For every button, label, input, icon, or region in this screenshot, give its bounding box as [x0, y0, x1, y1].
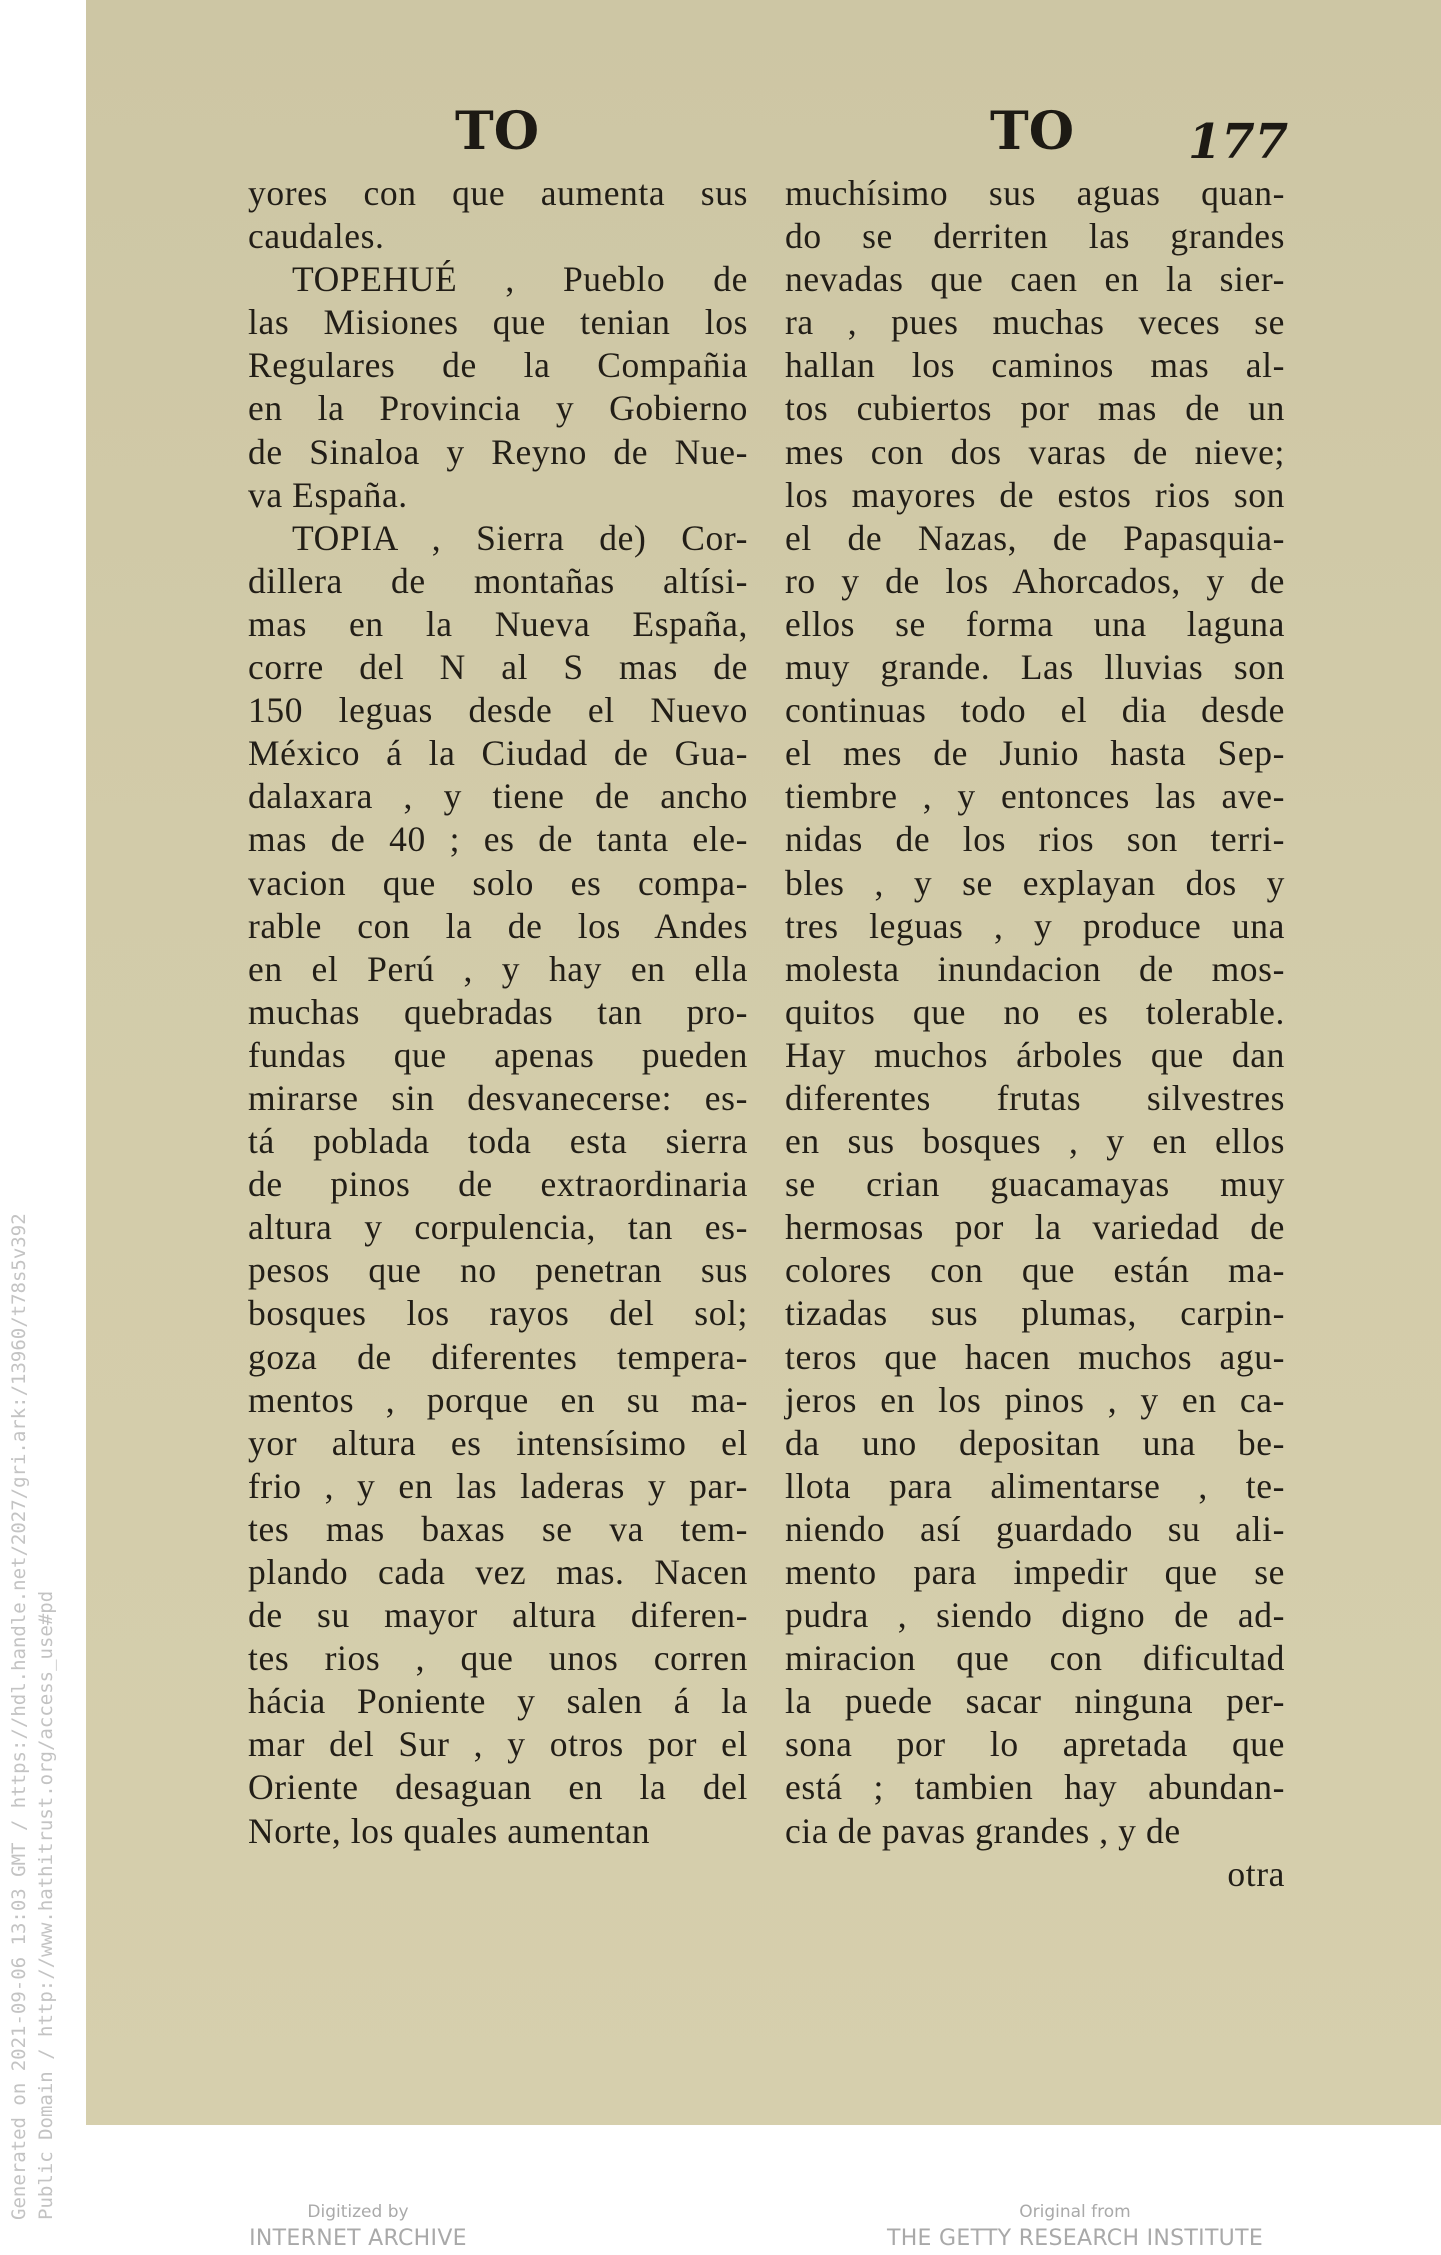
text-line: tá poblada toda esta sierra [248, 1121, 748, 1162]
text-line: diferentes frutas silvestres [785, 1077, 1285, 1118]
footer-digitized-label: Digitized by [307, 2202, 409, 2222]
text-line: hácia Poniente y salen á la [248, 1681, 748, 1722]
text-column-right [785, 172, 1285, 1896]
footer-original-from [855, 2200, 1295, 2254]
text-line: plando cada vez mas. Nacen [248, 1552, 748, 1592]
text-line: está ; tambien hay abundan- [785, 1767, 1285, 1808]
text-line: la puede sacar ninguna per- [785, 1681, 1285, 1722]
page-number: 177 [1188, 114, 1289, 170]
text-line: mentos , porque en su ma- [248, 1379, 748, 1420]
text-line: de su mayor altura diferen- [248, 1595, 748, 1636]
text-line: dillera de montañas altísi- [248, 560, 748, 601]
text-line: tos cubiertos por mas de un [785, 388, 1285, 429]
text-line: en sus bosques , y en ellos [785, 1121, 1285, 1162]
text-column-left [248, 172, 748, 1853]
text-line: mas de 40 ; es de tanta ele- [248, 819, 748, 860]
text-line: fundas que apenas pueden [248, 1034, 748, 1075]
text-line: en la Provincia y Gobierno [248, 388, 748, 429]
text-line: cia de pavas grandes , y de [785, 1810, 1181, 1851]
text-line: nevadas que caen en la sier- [785, 259, 1285, 300]
text-line: niendo así guardado su ali- [785, 1508, 1285, 1549]
text-line: tes rios , que unos corren [248, 1638, 748, 1679]
text-line: sona por lo apretada que [785, 1724, 1285, 1765]
text-line: goza de diferentes tempera- [248, 1336, 748, 1377]
stamp-line-generated: Generated on 2021-09-06 13:03 GMT / https://hdl.handle.net/2027/gri.ark:/13960/t78s5v392 [8, 1213, 30, 2220]
text-line: yor altura es intensísimo el [248, 1422, 748, 1463]
text-line: ro y de los Ahorcados, y de [785, 560, 1285, 601]
text-line: caudales. [248, 216, 385, 257]
text-line: corre del N al S mas de [248, 647, 748, 688]
text-line: pudra , siendo digno de ad- [785, 1595, 1285, 1636]
text-line: do se derriten las grandes [785, 216, 1285, 257]
text-line: mirarse sin desvanecerse: es- [248, 1077, 748, 1118]
text-line: quitos que no es tolerable. [785, 991, 1285, 1032]
text-line: jeros en los pinos , y en ca- [785, 1379, 1285, 1420]
footer-digitized-by [208, 2200, 508, 2254]
text-line: llota para alimentarse , te- [785, 1465, 1285, 1506]
footer-internet-archive: INTERNET ARCHIVE [249, 2226, 467, 2251]
footer-original-label: Original from [1019, 2202, 1131, 2222]
stamp-line-rights: Public Domain / http://www.hathitrust.org/access_use#pd [35, 1590, 57, 2220]
text-line: Norte, los quales aumentan [248, 1810, 651, 1851]
text-line: Regulares de la Compañia [248, 345, 748, 386]
text-line: mes con dos varas de nieve; [785, 431, 1285, 472]
text-line: 150 leguas desde el Nuevo [248, 690, 748, 731]
text-line: hermosas por la variedad de [785, 1207, 1285, 1248]
text-line: altura y corpulencia, tan es- [248, 1207, 748, 1248]
text-line: TOPIA , Sierra de) Cor- [292, 517, 748, 558]
text-line: Oriente desaguan en la del [248, 1767, 748, 1808]
footer-getty-institute: THE GETTY RESEARCH INSTITUTE [886, 2226, 1264, 2251]
text-line: los mayores de estos rios son [785, 474, 1285, 515]
text-line: hallan los caminos mas al- [785, 345, 1285, 386]
text-line: tes mas baxas se va tem- [248, 1508, 748, 1549]
text-line: teros que hacen muchos agu- [785, 1336, 1285, 1377]
text-line: TOPEHUÉ , Pueblo de [292, 259, 748, 300]
text-line: colores con que están ma- [785, 1250, 1285, 1291]
text-line: mar del Sur , y otros por el [248, 1724, 748, 1765]
text-line: Hay muchos árboles que dan [785, 1034, 1285, 1075]
text-line: frio , y en las laderas y par- [248, 1465, 748, 1506]
text-line: muchísimo sus aguas quan- [785, 173, 1285, 213]
text-line: dalaxara , y tiene de ancho [248, 776, 748, 817]
text-line: miracion que con dificultad [785, 1638, 1285, 1679]
text-line: pesos que no penetran sus [248, 1250, 748, 1291]
text-line: mas en la Nueva España, [248, 603, 748, 644]
text-line: nidas de los rios son terri- [785, 819, 1285, 860]
text-line: otra [1227, 1853, 1285, 1894]
text-line: rable con la de los Andes [248, 905, 748, 946]
text-line: ra , pues muchas veces se [785, 302, 1285, 343]
text-line: da uno depositan una be- [785, 1422, 1285, 1463]
text-line: tiembre , y entonces las ave- [785, 776, 1285, 817]
text-line: muchas quebradas tan pro- [248, 991, 748, 1032]
text-line: mento para impedir que se [785, 1552, 1285, 1592]
text-line: el de Nazas, de Papasquia- [785, 517, 1285, 558]
text-line: el mes de Junio hasta Sep- [785, 733, 1285, 774]
text-line: bles , y se explayan dos y [785, 862, 1285, 903]
text-line: tizadas sus plumas, carpin- [785, 1293, 1285, 1334]
hathitrust-stamp [6, 1213, 60, 2220]
text-line: en el Perú , y hay en ella [248, 948, 748, 989]
text-line: México á la Ciudad de Gua- [248, 733, 748, 774]
text-line: continuas todo el dia desde [785, 690, 1285, 731]
running-head-left: TO [455, 101, 539, 162]
text-line: yores con que aumenta sus [248, 173, 748, 213]
running-head-right: TO [990, 101, 1074, 162]
text-line: molesta inundacion de mos- [785, 948, 1285, 989]
text-line: bosques los rayos del sol; [248, 1293, 748, 1334]
text-line: tres leguas , y produce una [785, 905, 1285, 946]
text-line: va España. [248, 474, 408, 515]
text-line: las Misiones que tenian los [248, 302, 748, 343]
text-line: vacion que solo es compa- [248, 862, 748, 903]
text-line: se crian guacamayas muy [785, 1164, 1285, 1205]
text-line: muy grande. Las lluvias son [785, 647, 1285, 688]
text-line: de Sinaloa y Reyno de Nue- [248, 431, 748, 472]
text-line: ellos se forma una laguna [785, 603, 1285, 644]
text-line: de pinos de extraordinaria [248, 1164, 748, 1205]
